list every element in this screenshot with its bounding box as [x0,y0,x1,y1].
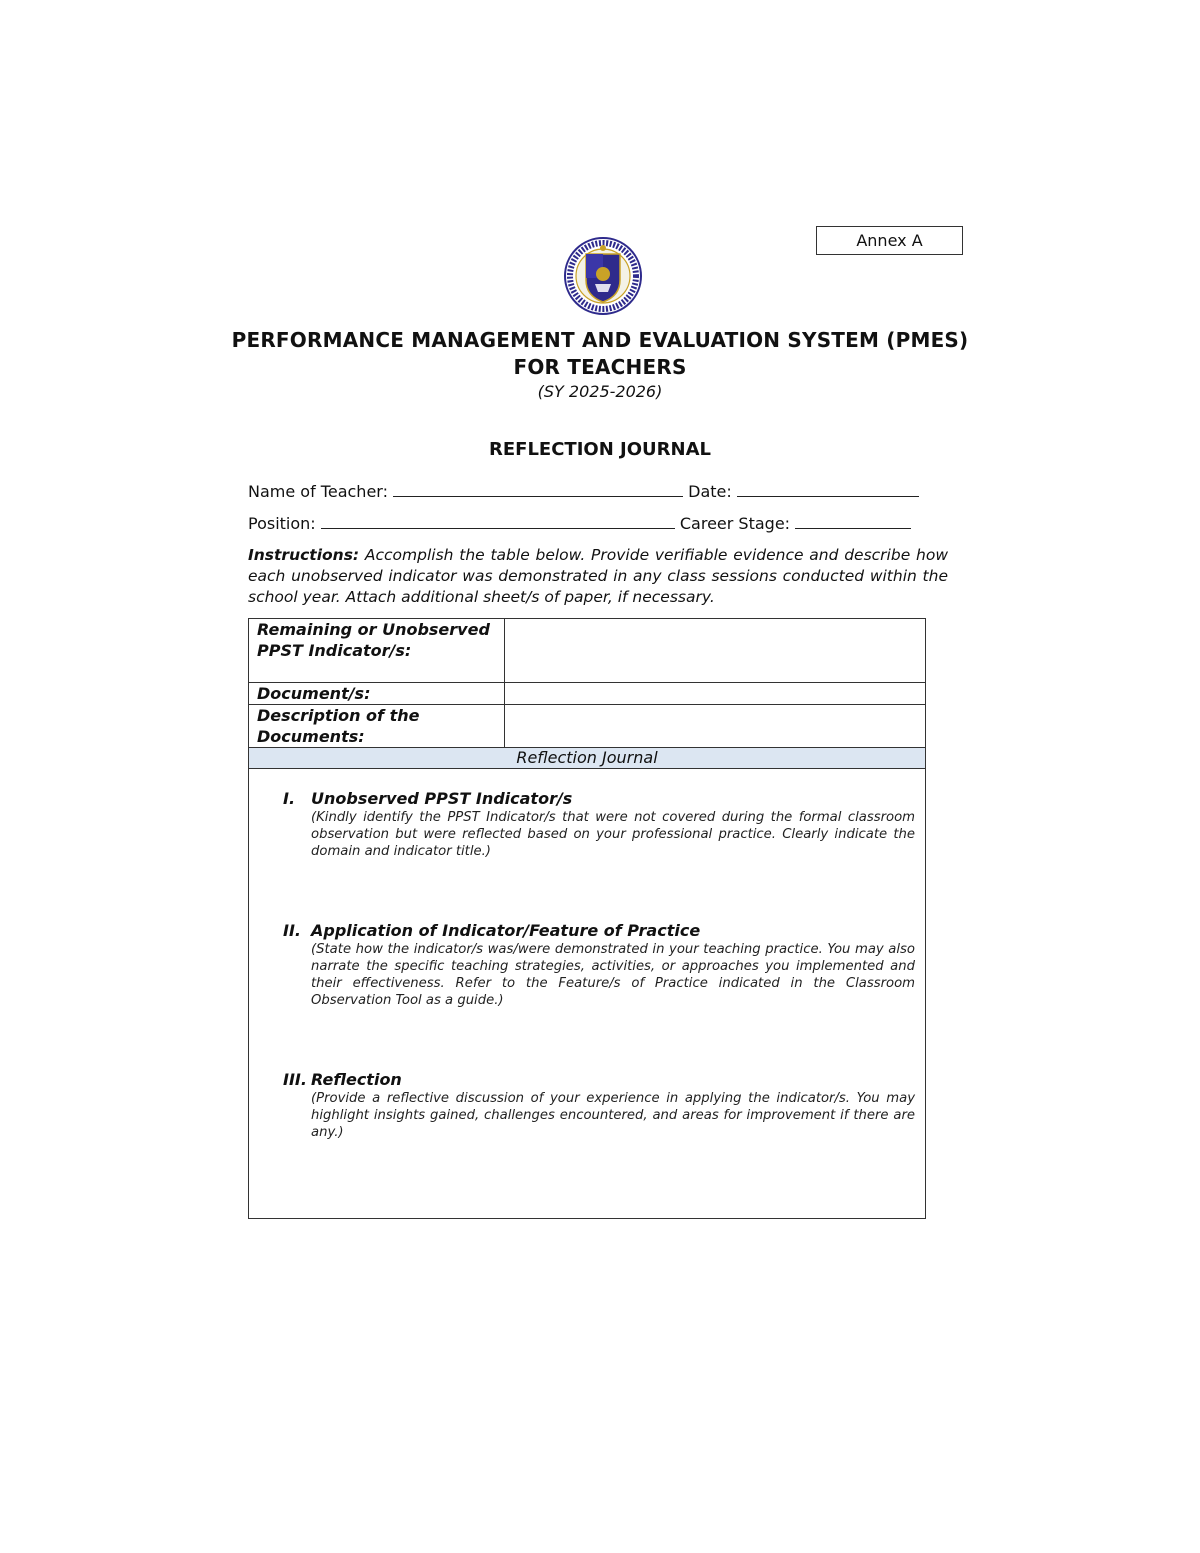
section-number: I. [283,789,296,808]
row-label-indicators: Remaining or Unobserved PPST Indicator/s: [249,619,505,683]
position-field[interactable] [321,512,675,529]
instructions [248,545,948,608]
section-description: (State how the indicator/s was/were demonstrated in your teaching practice. You may also narrate the specific teaching strategies, activities, or approaches you implemented and their effectiveness. Refer to the Feature/s of Practice indicated in the Classroom Observation Tool as a guide.) [311,942,915,1008]
row-label-description: Description of the Documents: [249,705,505,748]
form-title: REFLECTION JOURNAL [489,439,711,460]
section-number: II. [283,921,301,940]
name-label: Name of Teacher: [248,482,388,501]
deped-seal-icon [560,236,646,316]
section-title: Unobserved PPST Indicator/s [311,789,573,808]
name-date-row [248,480,919,501]
name-field[interactable] [393,480,683,497]
table-row [249,748,926,769]
position-career-row [248,512,911,533]
section-application [283,921,915,1009]
journal-header: Reflection Journal [249,748,926,769]
row-value-description[interactable] [505,705,926,748]
section-title: Reflection [311,1070,402,1089]
section-description: (Provide a reflective discussion of your experience in applying the indicator/s. You may highlight insights gained, challenges encountered, and areas for improvement if there are any.) [311,1091,915,1140]
section-number: III. [283,1070,307,1089]
annex-label: Annex A [816,226,963,255]
date-field[interactable] [737,480,919,497]
school-year: (SY 2025-2026) [537,382,663,401]
section-description: (Kindly identify the PPST Indicator/s that were not covered during the formal classroom observation but were reflected based on your professional practice. Clearly indicate the domain and indicator title.) [311,810,915,859]
position-label: Position: [248,514,316,533]
section-title: Application of Indicator/Feature of Practice [311,921,701,940]
row-value-documents[interactable] [505,683,926,705]
table-row [249,683,926,705]
section-reflection [283,1070,915,1141]
table-row [249,619,926,683]
row-value-indicators[interactable] [505,619,926,683]
document-title-line2: FOR TEACHERS [513,355,687,379]
table-row [249,705,926,748]
instructions-text: Accomplish the table below. Provide verifiable evidence and describe how each unobserved indicator was demonstrated in any class sessions conducted within the school year. Attach additional sheet/s of paper, if necessary. [248,546,948,606]
section-unobserved-indicators [283,789,915,860]
instructions-label: Instructions: [248,546,360,564]
document-title-line1: PERFORMANCE MANAGEMENT AND EVALUATION SYSTEM (PMES) [231,328,969,352]
career-stage-field[interactable] [795,512,911,529]
row-label-documents: Document/s: [249,683,505,705]
date-label: Date: [688,482,732,501]
career-stage-label: Career Stage: [679,514,791,533]
